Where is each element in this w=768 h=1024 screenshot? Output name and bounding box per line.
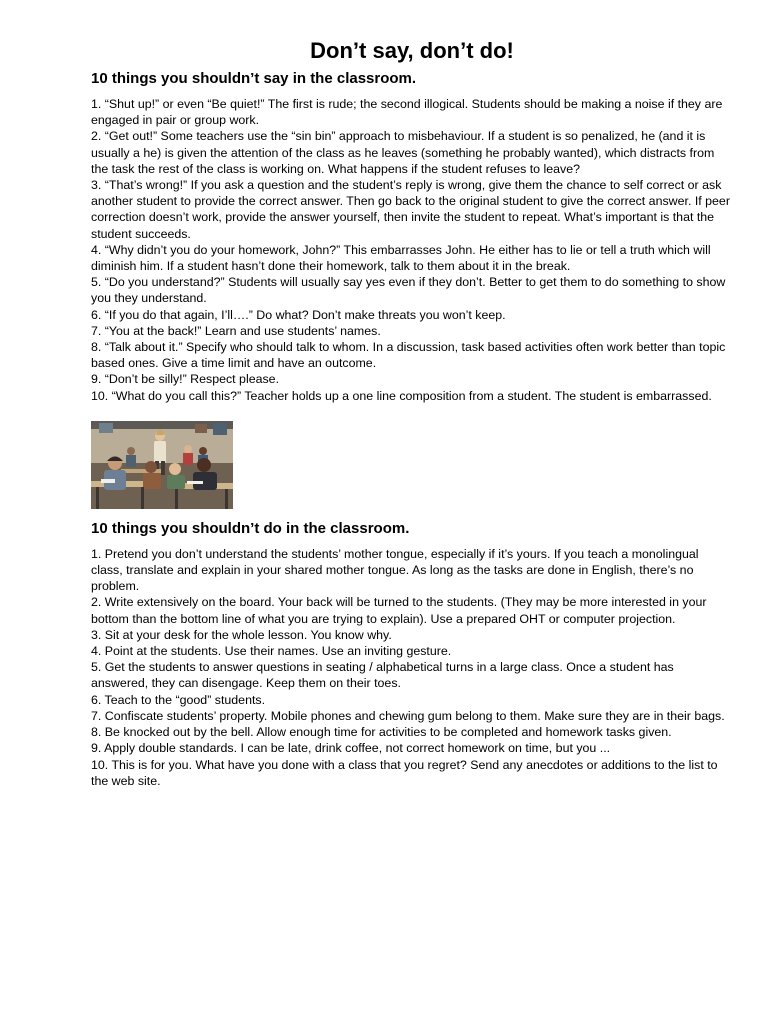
list-item: 7. Confiscate students’ property. Mobile phones and chewing gum belong to them. Make sure they are in their bags. bbox=[91, 708, 725, 723]
list-item: 6. Teach to the “good” students. bbox=[91, 692, 266, 707]
list-item: 1. Pretend you don’t understand the students’ mother tongue, especially if it’s yours. If you teach a monolingual class, translate and explain in your shared mother tongue. As long as the tasks are done in English, there’s no problem. bbox=[91, 546, 699, 594]
list-item: 5. “Do you understand?” Students will usually say yes even if they don’t. Better to get them to do something to show you they understand. bbox=[91, 275, 726, 306]
list-item: 8. “Talk about it.” Specify who should talk to whom. In a discussion, task based activities often work better than topic based ones. Give a time limit and have an outcome. bbox=[91, 340, 726, 371]
list-item: 7. “You at the back!” Learn and use students’ names. bbox=[91, 323, 381, 338]
list-item: 9. “Don’t be silly!” Respect please. bbox=[91, 372, 280, 387]
do-list bbox=[91, 546, 733, 789]
do-section bbox=[91, 520, 733, 789]
list-item: 3. “That’s wrong!” If you ask a question and the student’s reply is wrong, give them the chance to self correct or ask another student to provide the correct answer. Then go back to the original student to give the correct answer. If peer correction doesn’t work, provide the answer yourself, then invite the student to repeat. What’s important is that the student succeeds. bbox=[91, 178, 730, 241]
list-item: 8. Be knocked out by the bell. Allow enough time for activities to be completed and homework tasks given. bbox=[91, 725, 672, 740]
list-item: 10. This is for you. What have you done with a class that you regret? Send any anecdotes or additions to the list to the web site. bbox=[91, 757, 718, 788]
say-section bbox=[91, 70, 733, 404]
say-section-heading: 10 things you shouldn’t say in the classroom. bbox=[91, 70, 417, 87]
document-page bbox=[91, 38, 733, 789]
list-item: 10. “What do you call this?” Teacher holds up a one line composition from a student. The student is embarrassed. bbox=[91, 388, 712, 403]
classroom-photo bbox=[91, 421, 233, 509]
list-item: 1. “Shut up!” or even “Be quiet!” The first is rude; the second illogical. Students should be making a noise if they are engaged in pair or group work. bbox=[91, 97, 723, 128]
list-item: 6. “If you do that again, I’ll….” Do what? Don’t make threats you won’t keep. bbox=[91, 307, 506, 322]
list-item: 2. Write extensively on the board. Your back will be turned to the students. (They may be more interested in your bottom than the bottom line of what you are trying to explain). Use a prepared OHT or computer projection. bbox=[91, 595, 707, 626]
list-item: 2. “Get out!” Some teachers use the “sin bin” approach to misbehaviour. If a student is so penalized, he (and it is usually a he) is given the attention of the class as he leaves (something he probably wanted), which distracts from the task the rest of the class is working on. What happens if the student refuses to leave? bbox=[91, 129, 715, 176]
list-item: 4. Point at the students. Use their names. Use an inviting gesture. bbox=[91, 644, 452, 659]
do-section-heading: 10 things you shouldn’t do in the classroom. bbox=[91, 519, 410, 537]
say-list bbox=[91, 96, 733, 404]
list-item: 5. Get the students to answer questions in seating / alphabetical turns in a large class. Once a student has answered, they can disengage. Keep them on their toes. bbox=[91, 660, 674, 691]
list-item: 9. Apply double standards. I can be late, drink coffee, not correct homework on time, but you ... bbox=[91, 741, 611, 756]
list-item: 3. Sit at your desk for the whole lesson. You know why. bbox=[91, 627, 392, 642]
list-item: 4. “Why didn’t you do your homework, John?” This embarrasses John. He either has to lie or tell a truth which will diminish him. If a student hasn’t done their homework, talk to them about it in the break. bbox=[91, 242, 711, 274]
page-title: Don’t say, don’t do! bbox=[310, 38, 514, 63]
